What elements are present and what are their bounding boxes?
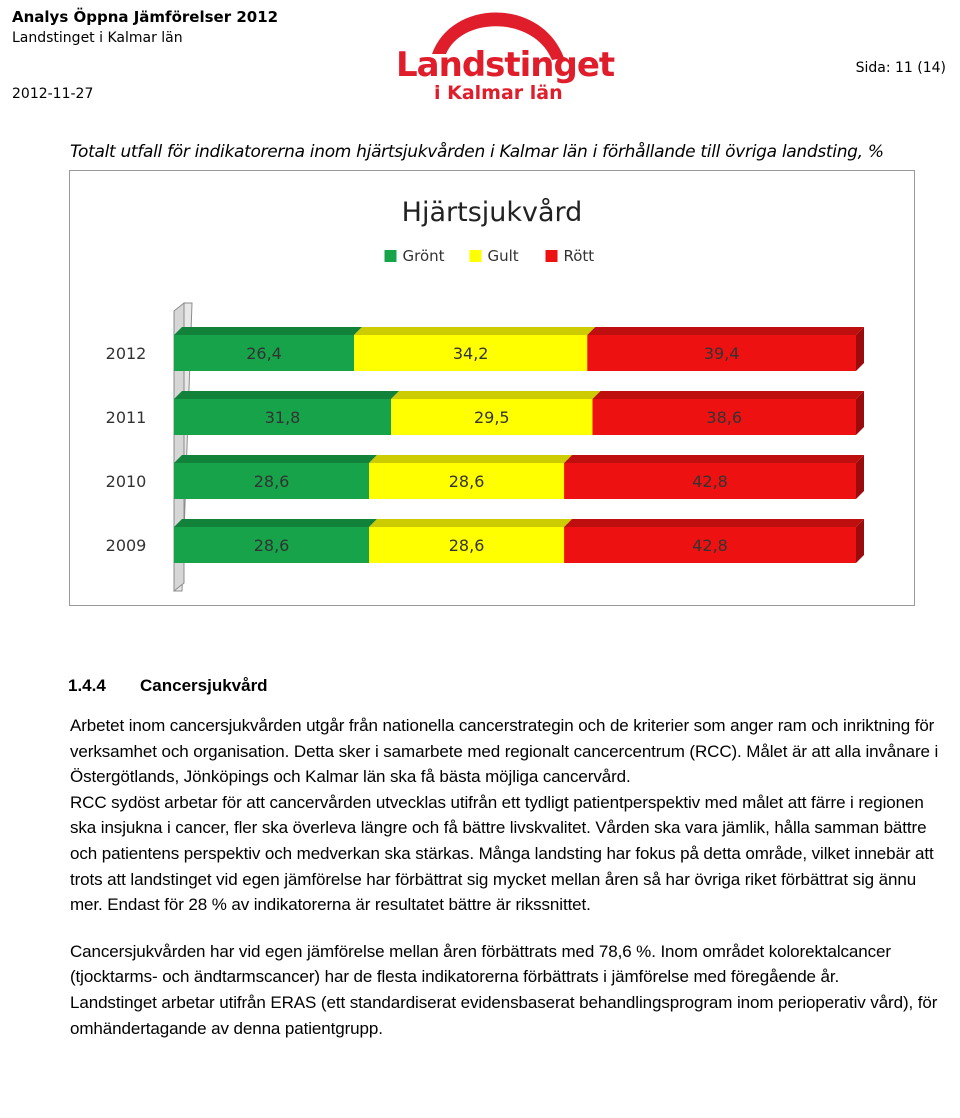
- document-header: [12, 6, 278, 48]
- legend-swatch: [470, 250, 482, 262]
- chart-frame: [69, 170, 915, 606]
- bar-segment-top: [354, 327, 595, 335]
- data-label: 28,6: [253, 536, 290, 555]
- paragraph: RCC sydöst arbetar för att cancervården utvecklas utifrån ett tydligt patientperspektiv med målet att färre i regionen ska insjukna i cancer, fler ska överleva längre och få bättre livskvalitet. Vården ska vara jämlik, hålla samman bättre och patientens perspektiv och medverkan ska stärkas. Många landsting har fokus på detta område, vilket innebär att trots att landstinget vid egen jämförelse har förbättrat sig mycket mellan åren så har övriga riket förbättrat sig ännu mer. Endast för 28 % av indikatorerna är resultatet bättre är rikssnittet.: [70, 792, 934, 915]
- category-label: 2012: [105, 344, 147, 363]
- section-number: 1.4.4: [68, 676, 106, 695]
- section-heading: [70, 674, 940, 698]
- legend-label: Grönt: [402, 247, 445, 265]
- bar-segment-top: [391, 391, 600, 399]
- chart-title: Hjärtsjukvård: [401, 197, 583, 228]
- section-title: Cancersjukvård: [140, 676, 268, 695]
- bar-segment-top: [369, 519, 572, 527]
- legend-label: Rött: [563, 247, 595, 265]
- landstinget-logo: [392, 4, 615, 108]
- bar-segment-top: [564, 455, 864, 463]
- bar-segment-top: [564, 519, 864, 527]
- figure-caption: Totalt utfall för indikatorerna inom hjärtsjukvården i Kalmar län i förhållande till övriga landsting, %: [70, 142, 884, 162]
- page-number: Sida: 11 (14): [855, 60, 946, 76]
- organization-name: Landstinget i Kalmar län: [12, 30, 183, 46]
- data-label: 28,6: [448, 472, 485, 491]
- paragraph: Arbetet inom cancersjukvården utgår från nationella cancerstrategin och de kriterier som anger ram och inriktning för verksamhet och organisation. Detta sker i samarbete med regionalt cancercentrum (RCC). Målet är att alla invånare i Östergötlands, Jönköpings och Kalmar län ska få bästa möjliga cancervård.: [70, 716, 939, 787]
- data-label: 38,6: [706, 408, 743, 427]
- data-label: 29,5: [473, 408, 510, 427]
- data-label: 28,6: [448, 536, 485, 555]
- data-label: 42,8: [692, 536, 728, 555]
- legend-swatch: [385, 250, 397, 262]
- category-label: 2010: [105, 472, 147, 491]
- data-label: 28,6: [253, 472, 290, 491]
- legend-swatch: [546, 250, 558, 262]
- data-label: 42,8: [692, 472, 728, 491]
- report-title: Analys Öppna Jämförelser 2012: [12, 8, 279, 26]
- logo-sub-text: i Kalmar län: [434, 82, 563, 104]
- bar-segment-top: [174, 519, 377, 527]
- section-body: [70, 713, 940, 1041]
- category-label: 2011: [105, 408, 147, 427]
- bar-segment-top: [174, 455, 377, 463]
- paragraph: Landstinget arbetar utifrån ERAS (ett standardiserat evidensbaserat behandlingsprogram inom perioperativ vård), för omhändertagande av denna patientgrupp.: [70, 992, 938, 1038]
- data-label: 26,4: [246, 344, 282, 363]
- legend-label: Gult: [487, 247, 519, 265]
- logo-main-text: Landstinget: [396, 45, 615, 85]
- bar-segment-top: [174, 391, 399, 399]
- report-date: 2012-11-27: [12, 86, 94, 102]
- bar-segment-top: [369, 455, 572, 463]
- data-label: 31,8: [264, 408, 301, 427]
- category-label: 2009: [105, 536, 147, 555]
- cancer-care-section: [70, 674, 940, 1041]
- bar-segment-top: [587, 327, 864, 335]
- stacked-bar-chart: [70, 171, 914, 605]
- bar-segment-top: [592, 391, 864, 399]
- bar-segment-top: [174, 327, 362, 335]
- paragraph: Cancersjukvården har vid egen jämförelse mellan åren förbättrats med 78,6 %. Inom området kolorektalcancer (tjocktarms- och ändtarmscancer) har de flesta indikatorerna förbättrats i jämförelse med föregående år.: [70, 941, 891, 987]
- data-label: 34,2: [452, 344, 489, 363]
- data-label: 39,4: [703, 344, 740, 363]
